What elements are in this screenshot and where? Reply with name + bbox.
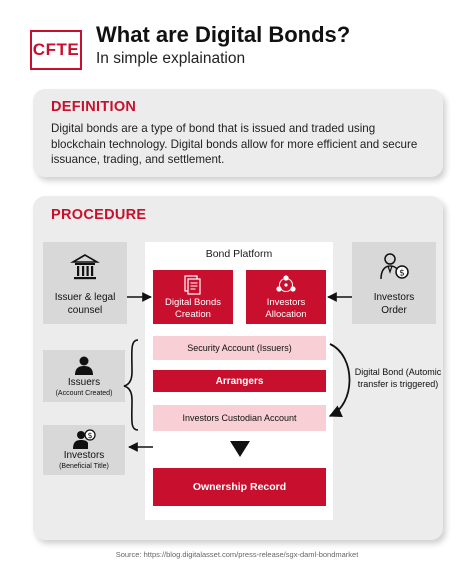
- custodian-account-bar: Investors Custodian Account: [153, 405, 326, 431]
- page-title: What are Digital Bonds?: [96, 22, 351, 47]
- issuers-label: Issuers: [67, 376, 101, 388]
- ownership-record-box: Ownership Record: [153, 468, 326, 506]
- curved-arrow-security-to-custodian: [330, 344, 350, 416]
- brace-issuers: [124, 340, 138, 430]
- page-subtitle: In simple explaination: [96, 50, 246, 67]
- down-triangle-icon: [230, 441, 250, 457]
- arrangers-bar: Arrangers: [153, 370, 326, 392]
- source-citation: Source: https://blog.digitalasset.com/press-release/sgx-daml-bondmarket: [115, 550, 359, 559]
- bond-platform-title: Bond Platform: [205, 248, 273, 260]
- procedure-heading: PROCEDURE: [51, 207, 147, 223]
- issuer-legal-label: Issuer & legal counsel: [54, 292, 116, 316]
- digital-bonds-creation-label: Digital Bonds Creation: [165, 297, 221, 320]
- investors-allocation-label: Investors Allocation: [265, 297, 307, 320]
- investors-order-label: Investors Order: [373, 292, 415, 316]
- issuers-sublabel: (Account Created): [55, 390, 113, 397]
- definition-text: Digital bonds are a type of bond that is issued and traded using blockchain technology. Digital bonds allow for more efficient and secure issuance, trading, and settlement.: [51, 122, 418, 166]
- digital-bond-note: Digital Bond (Automic transfer is triggered): [354, 367, 442, 389]
- security-account-bar: Security Account (Issuers): [153, 336, 326, 360]
- svg-text:$: $: [87, 431, 93, 440]
- definition-heading: DEFINITION: [51, 99, 137, 115]
- logo-text: CFTE: [32, 40, 80, 59]
- svg-text:$: $: [399, 268, 405, 279]
- investors-title-sublabel: (Beneficial Title): [59, 463, 109, 470]
- investors-title-label: Investors: [63, 449, 105, 461]
